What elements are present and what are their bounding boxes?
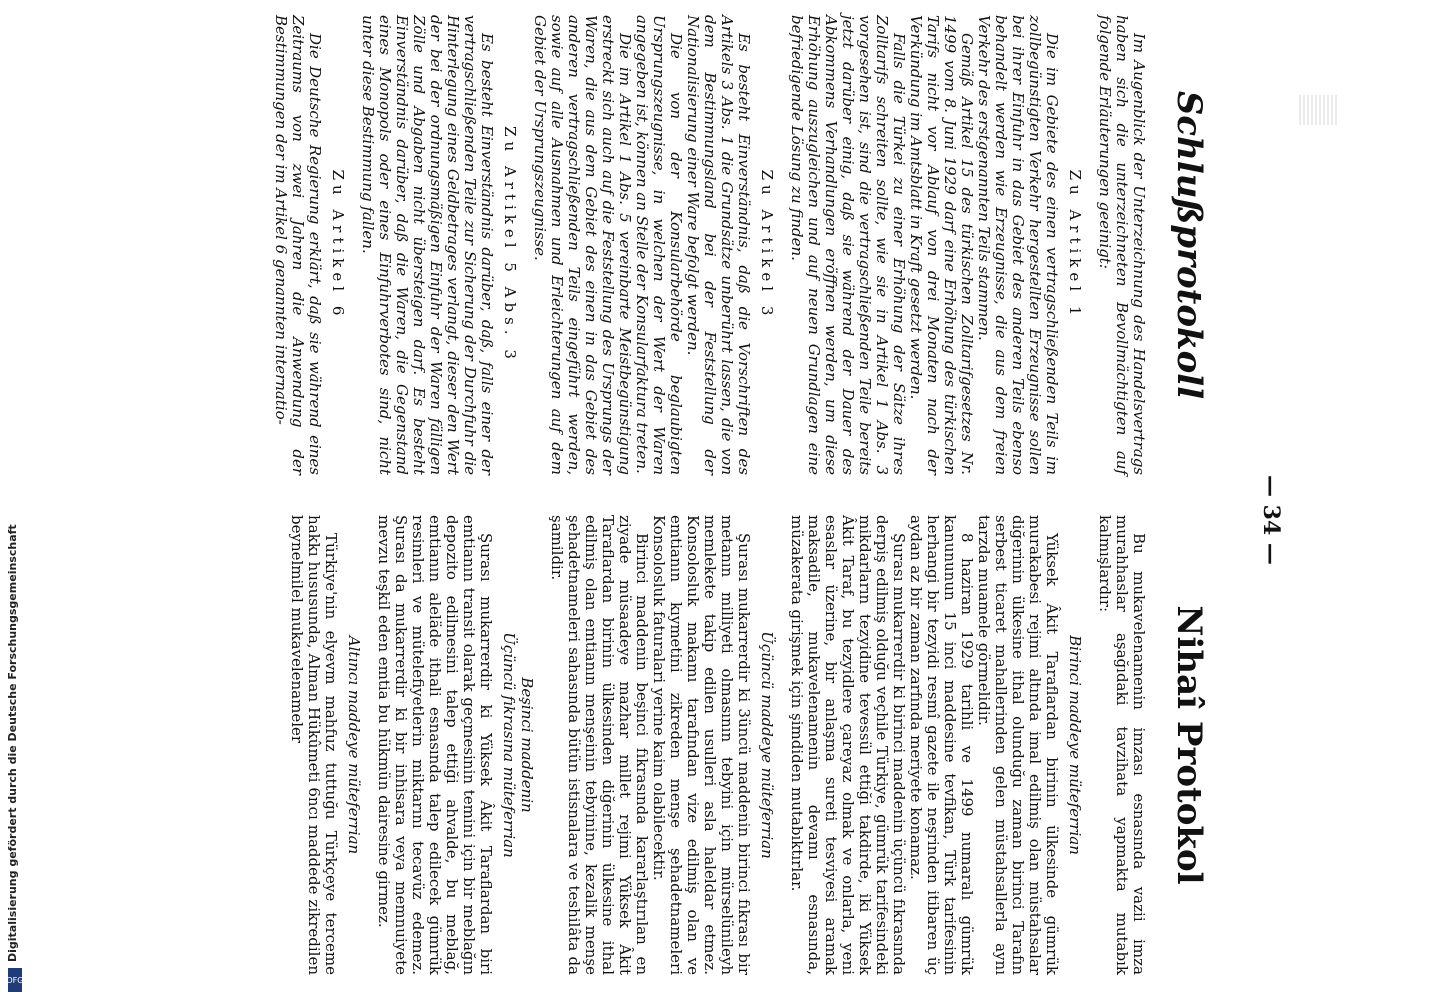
- turkish-heading-4: Altıncı maddeye müteferrian: [345, 635, 363, 855]
- page-number: — 34 —: [1258, 475, 1284, 565]
- turkish-paragraph-4: Şurası mukarrerdir ki 3üncü maddenin birinci fıkrası bir metanın milliyeti olmasının tebyini için mürselünileyh memlekete takip edilen usulleri asla haleldar etmez. Konsolosluk makamı tarafından vize edilmiş olan ve emtianın kıymetini zikreden menşe şehadetnameleri Konsolosluk faturalari yerine kaim olabilecektir.: [650, 515, 753, 975]
- footer-credit: Digitalisierung gefördert durch die Deutsche Forschungsgemeinschaft: [6, 524, 19, 962]
- german-heading-4: Zu Artikel 6: [329, 169, 347, 321]
- german-paragraph-3: Falls die Türkei zu einer Erhöhung der Sätze ihres Zolltarifs schreiten sollte, wie sie in Artikel 1 Abs. 3 vorgesehen ist, sind die vertragschließenden Teile bereits jetzt darüber einig, daß sie während der Dauer des Abkommens Verhandlungen eröffnen werden, um diese Erhöhung auszugleichen und auf neuen Grundlagen eine befriedigende Lösung zu finden.: [788, 15, 908, 475]
- turkish-heading-2: Üçüncü maddeye müteferrian: [758, 631, 776, 859]
- turkish-paragraph-5: Birinci maddenin beşinci fıkrasında kararlaştırılan en ziyade müsaadeye mazhar millet rejimi Yüksek Âkit Taraflardan birinin ülkesinden diğerinin ülkesine ithal edilmiş olan emtianın menşeinin tebyinine, kezalik menşe şehadetnameleri sahasında bütün istisnalara ve teshilâta da şamildir.: [548, 515, 651, 975]
- german-paragraph-8: Die Deutsche Regierung erklärt, daß sie während eines Zeitraums von zwei Jahren die Anwendung der Bestimmungen der im Artikel 6 genannten internatio-: [272, 15, 324, 475]
- german-intro: Im Augenblick der Unterzeichnung des Handelsvertrags haben sich die unterzeichneten Bevollmächtigten auf folgende Erläuterungen geeinigt:: [1096, 15, 1148, 475]
- german-heading-1: Zu Artikel 1: [1066, 169, 1084, 321]
- turkish-paragraph-1: Yüksek Âkit Taraflardan birinin ülkesinde gümrük murakabesi rejimi altında imal edilmiş olan müstahsalar diğerinin ülkesine ithal olunduğu zaman birinci Tarafın serbest ticaret mahallerinden gelen müstahsallerla aynı tarzda muamele görmelidir.: [975, 515, 1061, 975]
- german-column: [0, 0, 1434, 495]
- german-paragraph-4: Es besteht Einverständnis, daß die Vorschriften des Artikels 3 Abs. 1 die Grundsätze unberührt lassen, die von dem Bestimmungsland bei der Feststellung der Nationalisierung einer Ware befolgt werden.: [684, 15, 753, 475]
- german-heading-3: Zu Artikel 5 Abs. 3: [501, 126, 519, 364]
- dfg-logo-icon: DFG: [8, 968, 22, 992]
- german-paragraph-1: Die im Gebiete des einen vertragschließenden Teils im zollbegünstigten Verkehr hergestellten Erzeugnisse sollen bei ihrer Einfuhr in das Gebiet des anderen Teils ebenso behandelt werden wie Erzeugnisse, die aus dem freien Verkehr des erstgenannten Teils stammen.: [975, 15, 1061, 475]
- german-heading-2: Zu Artikel 3: [758, 169, 776, 321]
- german-title: Schlußprotokoll: [1169, 90, 1209, 400]
- turkish-paragraph-6: Şurası mukarrerdir ki Yüksek Âkit Taraflardan biri emtianın transit olarak geçmesinin temini için bir meblağın depozito edilmesini talep ettiği ahvalde, bu meblağ, emtianın aleläde ithali esnasında talep edilecek gümrük resimleri ve mütelefiyetlerin miktarını tecavüz edemez. Şurası da mukarrerdir ki bir inhisara veya memnuiyete mevzu teşkil eden emtia bu hükmün dairesine girmez.: [375, 515, 495, 975]
- turkish-column: [0, 495, 1434, 995]
- turkish-paragraph-2: 8 haziran 1929 tarihli ve 1499 numaralı gümrük kanununun 15 inci maddesine tevfikan, Türk tarifesinin herhangi bir tezyidi resmî gazete ile neşrinden itibaren üç aydan az bir zaman zarfında meriyete konamaz.: [907, 515, 976, 975]
- scan-artifact: [1299, 95, 1339, 125]
- turkish-intro: Bu mukavelenamenin imzası esnasında vazii imza murahhaslar aşağıdaki tavzihata yapmakta mutabık kalmışlardır:: [1096, 515, 1148, 975]
- turkish-heading-3: Beşinci maddenin: [518, 677, 536, 813]
- turkish-paragraph-3: Şurası mukarrerdir ki birinci maddenin üçüncü fıkrasında derpiş edilmiş olduğu veçhile Türkiye, gümrük tarifesindeki mikdarların tezyidine tevessül ettiği takdirde, iki Yüksek Âkit Taraf, bu tezyidlere çareyaz olmak ve onlarla, yeni esaslar üzerine, bir anlaşma sureti tesviyesi aramak maksadile, mukavelenamenin devamı esnasında, müzakerata girişmek için şimdiden mutabıktırlar.: [788, 515, 908, 975]
- footer: [6, 2, 24, 992]
- german-paragraph-7: Es besteht Einverständnis darüber, daß, falls einer der vertragschließenden Teile zur Sicherung der Durchfuhr die Hinterlegung eines Geldbetrages verlangt, dieser den Wert der bei der ordnungsmäßigen Einfuhr der Waren fälligen Zölle und Abgaben nicht übersteigen darf. Es besteht Einverständnis darüber, daß die Waren, die Gegenstand eines Monopols oder eines Einfuhrverbotes sind, nicht unter diese Bestimmung fallen.: [359, 15, 496, 475]
- turkish-title: Nihaî Protokol: [1169, 605, 1209, 885]
- turkish-heading-1: Birinci maddeye müteferrian: [1066, 635, 1084, 855]
- german-paragraph-2: Gemäß Artikel 15 des türkischen Zolltarifgesetzes Nr. 1499 vom 8. Juni 1929 darf eine Erhöhung des türkischen Tarifs nicht vor Ablauf von drei Monaten nach der Verkündung im Amtsblatt in Kraft gesetzt werden.: [907, 15, 976, 475]
- german-paragraph-5: Die von der Konsularbehörde beglaubigten Ursprungszeugnisse, in welchen der Wert der Waren angegeben ist, können an Stelle der Konsularfaktura treten.: [633, 15, 685, 475]
- german-paragraph-6: Die im Artikel 1 Abs. 5 vereinbarte Meistbegünstigung erstreckt sich auch auf die Feststellung des Ursprungs der Waren, die aus dem Gebiet des einen in das Gebiet des anderen vertragschließenden Teils eingeführt werden, sowie auf alle Ausnahmen und Erleichterungen auf dem Gebiet der Ursprungszeugnisse.: [531, 15, 634, 475]
- turkish-heading-3b: Üçüncü fıkrasına müteferrian: [500, 632, 518, 858]
- turkish-paragraph-7: Türkiye'nin elyevm mahfuz tuttuğu Türkçeye terceme hakkı hususunda, Alman Hükûmeti 6ncı maddede zikredilen beynelmilel mukavelenameler: [288, 515, 340, 975]
